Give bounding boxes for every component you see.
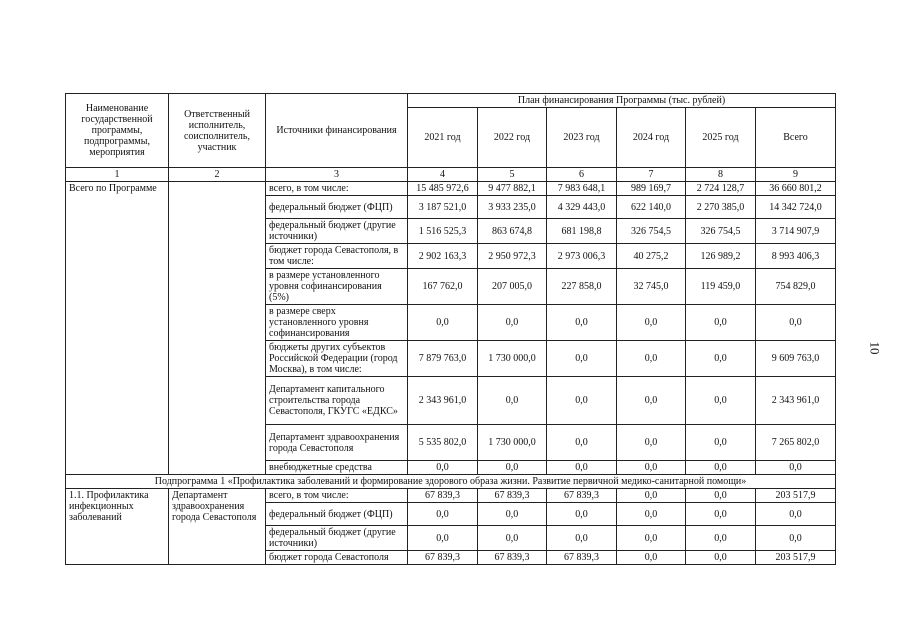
value-cell: 3 933 235,0 bbox=[478, 196, 547, 219]
value-cell: 67 839,3 bbox=[547, 489, 617, 503]
value-cell: 0,0 bbox=[478, 461, 547, 475]
value-cell: 0,0 bbox=[547, 341, 617, 377]
value-cell: 0,0 bbox=[686, 526, 756, 551]
value-cell: 0,0 bbox=[617, 526, 686, 551]
value-cell: 3 714 907,9 bbox=[756, 219, 836, 244]
value-cell: 0,0 bbox=[617, 503, 686, 526]
value-cell: 36 660 801,2 bbox=[756, 182, 836, 196]
value-cell: 0,0 bbox=[547, 461, 617, 475]
measure-name: 1.1. Профилактика инфекционных заболеваний bbox=[66, 489, 169, 565]
value-cell: 0,0 bbox=[686, 461, 756, 475]
value-cell: 14 342 724,0 bbox=[756, 196, 836, 219]
measure-responsible: Департамент здравоохранения города Севастополя bbox=[169, 489, 266, 565]
table-row bbox=[66, 182, 836, 196]
value-cell: 2 724 128,7 bbox=[686, 182, 756, 196]
page-number: 10 bbox=[867, 341, 883, 355]
value-cell: 67 839,3 bbox=[478, 489, 547, 503]
col-number: 8 bbox=[686, 168, 756, 182]
value-cell: 7 265 802,0 bbox=[756, 425, 836, 461]
value-cell: 167 762,0 bbox=[408, 269, 478, 305]
value-cell: 0,0 bbox=[756, 503, 836, 526]
subprogram-title: Подпрограмма 1 «Профилактика заболеваний и формирование здорового образа жизни. Развитие первичной медико-санитарной помощи» bbox=[66, 475, 836, 489]
table-row bbox=[66, 475, 836, 489]
value-cell: 67 839,3 bbox=[478, 551, 547, 565]
value-cell: 0,0 bbox=[617, 425, 686, 461]
value-cell: 15 485 972,6 bbox=[408, 182, 478, 196]
source-cell: в размере установленного уровня софинансирования (5%) bbox=[266, 269, 408, 305]
header-source: Источники финансирования bbox=[266, 94, 408, 168]
header-year: 2024 год bbox=[617, 108, 686, 168]
col-number: 6 bbox=[547, 168, 617, 182]
value-cell: 203 517,9 bbox=[756, 551, 836, 565]
header-name: Наименование государственной программы, подпрограммы, мероприятия bbox=[66, 94, 169, 168]
value-cell: 0,0 bbox=[408, 503, 478, 526]
financing-table bbox=[65, 93, 836, 565]
source-cell: федеральный бюджет (другие источники) bbox=[266, 219, 408, 244]
header-year: 2021 год bbox=[408, 108, 478, 168]
value-cell: 0,0 bbox=[756, 461, 836, 475]
value-cell: 0,0 bbox=[686, 425, 756, 461]
value-cell: 119 459,0 bbox=[686, 269, 756, 305]
value-cell: 0,0 bbox=[686, 503, 756, 526]
col-number: 4 bbox=[408, 168, 478, 182]
value-cell: 2 270 385,0 bbox=[686, 196, 756, 219]
col-number: 3 bbox=[266, 168, 408, 182]
header-year: 2022 год bbox=[478, 108, 547, 168]
value-cell: 989 169,7 bbox=[617, 182, 686, 196]
value-cell: 7 983 648,1 bbox=[547, 182, 617, 196]
value-cell: 0,0 bbox=[617, 341, 686, 377]
value-cell: 0,0 bbox=[686, 377, 756, 425]
value-cell: 754 829,0 bbox=[756, 269, 836, 305]
header-responsible: Ответственный исполнитель, соисполнитель, участник bbox=[169, 94, 266, 168]
source-cell: бюджет города Севастополя, в том числе: bbox=[266, 244, 408, 269]
value-cell: 0,0 bbox=[547, 377, 617, 425]
header-year: 2025 год bbox=[686, 108, 756, 168]
value-cell: 1 516 525,3 bbox=[408, 219, 478, 244]
value-cell: 5 535 802,0 bbox=[408, 425, 478, 461]
value-cell: 0,0 bbox=[478, 377, 547, 425]
source-cell: бюджет города Севастополя bbox=[266, 551, 408, 565]
header-year: 2023 год bbox=[547, 108, 617, 168]
value-cell: 3 187 521,0 bbox=[408, 196, 478, 219]
value-cell: 2 950 972,3 bbox=[478, 244, 547, 269]
value-cell: 8 993 406,3 bbox=[756, 244, 836, 269]
value-cell: 0,0 bbox=[408, 526, 478, 551]
value-cell: 0,0 bbox=[686, 489, 756, 503]
value-cell: 7 879 763,0 bbox=[408, 341, 478, 377]
value-cell: 2 343 961,0 bbox=[756, 377, 836, 425]
source-cell: Департамент капитального строительства города Севастополя, ГКУГС «ЕДКС» bbox=[266, 377, 408, 425]
value-cell: 0,0 bbox=[617, 377, 686, 425]
value-cell: 67 839,3 bbox=[547, 551, 617, 565]
col-number: 7 bbox=[617, 168, 686, 182]
col-number: 9 bbox=[756, 168, 836, 182]
value-cell: 0,0 bbox=[617, 305, 686, 341]
value-cell: 0,0 bbox=[408, 305, 478, 341]
value-cell: 0,0 bbox=[408, 461, 478, 475]
value-cell: 0,0 bbox=[617, 551, 686, 565]
col-number: 2 bbox=[169, 168, 266, 182]
value-cell: 9 609 763,0 bbox=[756, 341, 836, 377]
value-cell: 67 839,3 bbox=[408, 489, 478, 503]
source-cell: федеральный бюджет (ФЦП) bbox=[266, 196, 408, 219]
value-cell: 0,0 bbox=[547, 305, 617, 341]
value-cell: 0,0 bbox=[617, 461, 686, 475]
source-cell: федеральный бюджет (другие источники) bbox=[266, 526, 408, 551]
source-cell: всего, в том числе: bbox=[266, 182, 408, 196]
value-cell: 0,0 bbox=[478, 305, 547, 341]
value-cell: 67 839,3 bbox=[408, 551, 478, 565]
source-cell: Департамент здравоохранения города Севастополя bbox=[266, 425, 408, 461]
value-cell: 0,0 bbox=[756, 526, 836, 551]
value-cell: 4 329 443,0 bbox=[547, 196, 617, 219]
program-total-name: Всего по Программе bbox=[66, 182, 169, 475]
value-cell: 0,0 bbox=[478, 503, 547, 526]
value-cell: 681 198,8 bbox=[547, 219, 617, 244]
value-cell: 126 989,2 bbox=[686, 244, 756, 269]
value-cell: 1 730 000,0 bbox=[478, 425, 547, 461]
col-number: 1 bbox=[66, 168, 169, 182]
value-cell: 0,0 bbox=[686, 551, 756, 565]
source-cell: всего, в том числе: bbox=[266, 489, 408, 503]
table-row bbox=[66, 489, 836, 503]
value-cell: 227 858,0 bbox=[547, 269, 617, 305]
value-cell: 32 745,0 bbox=[617, 269, 686, 305]
value-cell: 2 902 163,3 bbox=[408, 244, 478, 269]
source-cell: внебюджетные средства bbox=[266, 461, 408, 475]
value-cell: 203 517,9 bbox=[756, 489, 836, 503]
value-cell: 9 477 882,1 bbox=[478, 182, 547, 196]
value-cell: 0,0 bbox=[547, 425, 617, 461]
value-cell: 2 343 961,0 bbox=[408, 377, 478, 425]
header-total: Всего bbox=[756, 108, 836, 168]
value-cell: 0,0 bbox=[547, 503, 617, 526]
value-cell: 0,0 bbox=[617, 489, 686, 503]
source-cell: в размере сверх установленного уровня софинансирования bbox=[266, 305, 408, 341]
col-number: 5 bbox=[478, 168, 547, 182]
value-cell: 207 005,0 bbox=[478, 269, 547, 305]
program-total-responsible bbox=[169, 182, 266, 475]
value-cell: 40 275,2 bbox=[617, 244, 686, 269]
header-plan-title: План финансирования Программы (тыс. рублей) bbox=[408, 94, 836, 108]
value-cell: 0,0 bbox=[547, 526, 617, 551]
value-cell: 0,0 bbox=[686, 305, 756, 341]
value-cell: 0,0 bbox=[686, 341, 756, 377]
value-cell: 0,0 bbox=[478, 526, 547, 551]
value-cell: 326 754,5 bbox=[617, 219, 686, 244]
value-cell: 1 730 000,0 bbox=[478, 341, 547, 377]
source-cell: федеральный бюджет (ФЦП) bbox=[266, 503, 408, 526]
value-cell: 0,0 bbox=[756, 305, 836, 341]
value-cell: 2 973 006,3 bbox=[547, 244, 617, 269]
value-cell: 326 754,5 bbox=[686, 219, 756, 244]
value-cell: 622 140,0 bbox=[617, 196, 686, 219]
value-cell: 863 674,8 bbox=[478, 219, 547, 244]
source-cell: бюджеты других субъектов Российской Федерации (город Москва), в том числе: bbox=[266, 341, 408, 377]
